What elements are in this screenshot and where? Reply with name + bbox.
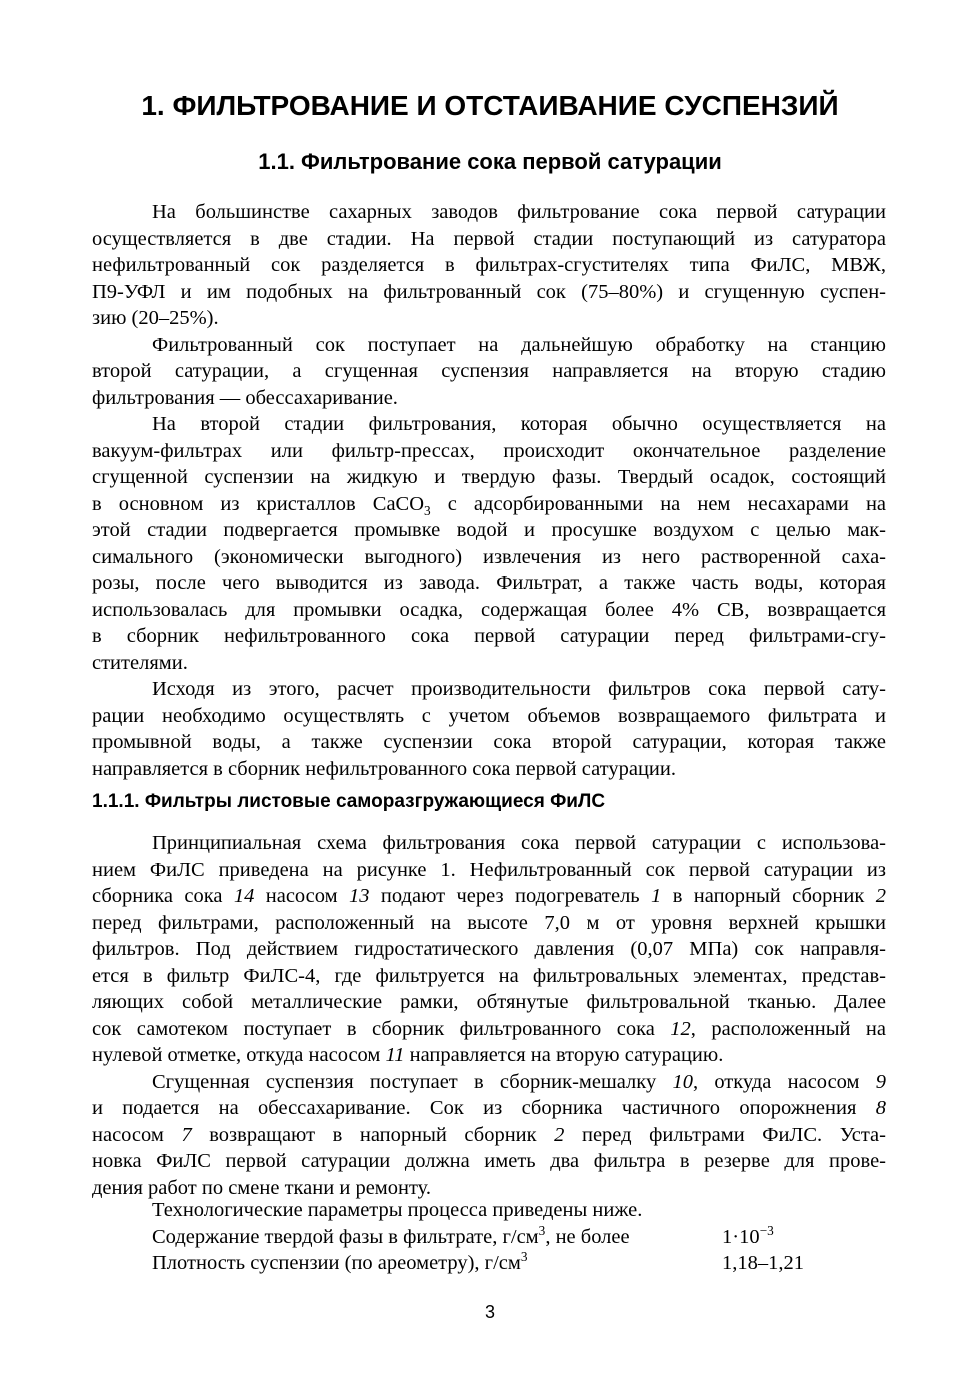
text-run: в сборник нефильтрованного сока первой сатурации перед фильтрами-сгу- xyxy=(92,625,886,647)
text-run: с адсорбированными на нем несахарами на xyxy=(430,492,887,515)
figure-ref-number: 2 xyxy=(875,885,886,907)
text-line xyxy=(92,1042,886,1069)
text-line xyxy=(92,756,886,783)
figure-ref-number: 14 xyxy=(233,885,255,907)
figure-ref-number: 12 xyxy=(670,1017,691,1040)
figure-ref-number: 8 xyxy=(875,1097,886,1119)
text-line xyxy=(92,1069,886,1096)
text-line xyxy=(92,857,886,884)
param-row xyxy=(152,1250,804,1277)
figure-ref-number: 7 xyxy=(181,1123,192,1146)
text-run: использовалась для промывки осадка, содержащая более 4% СВ, возвращается xyxy=(92,598,886,621)
text-line xyxy=(92,464,886,491)
param-name xyxy=(152,1224,722,1251)
param-value-text: 1,18–1,21 xyxy=(722,1252,804,1274)
text-line xyxy=(92,411,886,438)
text-run: ляющих собой металлические рамки, обтянутые фильтровальной тканью. Далее xyxy=(92,991,886,1013)
text-run: подают через подогреватель xyxy=(369,885,652,907)
text-run: Исходя из этого, расчет производительности фильтров сока первой сату- xyxy=(152,678,886,700)
text-run: Принципиальная схема фильтрования сока первой сатурации с использова- xyxy=(152,832,886,854)
text-run: сборника сока xyxy=(92,885,234,907)
section-title: 1.1. Фильтрование сока первой сатурации xyxy=(258,149,722,174)
text-line xyxy=(92,517,886,544)
text-line xyxy=(92,332,886,359)
text-line xyxy=(92,199,886,226)
text-run: направляется в сборник нефильтрованного сока первой сатурации. xyxy=(92,757,676,780)
text-run: насосом xyxy=(92,1123,182,1146)
text-run: насосом xyxy=(254,885,350,907)
text-run: новка ФиЛС первой сатурации должна иметь два фильтра в резерве для прове- xyxy=(92,1150,886,1172)
text-line xyxy=(92,279,886,306)
text-run: нием ФиЛС приведена на рисунке 1. Нефильтрованный сок первой сатурации из xyxy=(92,858,886,881)
text-line xyxy=(92,544,886,571)
text-run: вакуум-фильтрах или фильтр-прессах, происходит окончательное разделение xyxy=(92,439,886,462)
text-run: нулевой отметке, откуда насосом xyxy=(92,1044,386,1066)
figure-ref-number: 10 xyxy=(672,1070,693,1093)
figure-ref-number: 2 xyxy=(554,1123,565,1146)
param-unit-sup: 3 xyxy=(520,1249,528,1265)
text-run: зию (20–25%). xyxy=(92,307,219,329)
text-run: возвращают в напорный сборник xyxy=(191,1123,555,1146)
text-run: стителями. xyxy=(92,651,188,674)
text-line xyxy=(92,650,886,677)
text-line xyxy=(92,703,886,730)
text-run: фильтрования — обессахаривание. xyxy=(92,386,398,409)
param-name-tail: , не более xyxy=(545,1225,630,1248)
param-value xyxy=(722,1250,804,1277)
body-text-section-1 xyxy=(92,199,886,782)
param-name-text: Плотность суспензии (по ареометру), г/см xyxy=(152,1252,521,1274)
text-run: нефильтрованный сок разделяется в фильтрах-сгустителях типа ФиЛС, МВЖ, xyxy=(92,254,886,276)
subscript: 3 xyxy=(424,502,431,518)
params-intro xyxy=(152,1197,804,1224)
text-line xyxy=(92,1148,886,1175)
text-run: рации необходимо осуществлять с учетом объемов возвращаемого фильтрата и xyxy=(92,704,886,727)
text-run: в напорный сборник xyxy=(661,885,876,907)
param-value xyxy=(722,1224,774,1251)
body-text-section-2 xyxy=(92,830,886,1201)
text-run: в основном из кристаллов CaCO xyxy=(92,492,425,515)
params-intro-text: Технологические параметры процесса приведены ниже. xyxy=(152,1199,643,1221)
param-row xyxy=(152,1224,804,1251)
text-run: , откуда насосом xyxy=(692,1070,876,1093)
param-unit-sup: 3 xyxy=(538,1222,546,1238)
text-run: сгущенной суспензии на жидкую и твердую фазы. Твердый осадок, состоящий xyxy=(92,466,886,488)
text-run: перед фильтрами, расположенный на высоте 7,0 м от уровня верхней крышки xyxy=(92,911,886,934)
text-run: Сгущенная суспензия поступает в сборник-мешалку xyxy=(152,1070,673,1093)
text-run: На второй стадии фильтрования, которая обычно осуществляется на xyxy=(152,413,886,435)
chapter-title: 1. ФИЛЬТРОВАНИЕ И ОТСТАИВАНИЕ СУСПЕНЗИЙ xyxy=(141,90,839,121)
figure-ref-number: 13 xyxy=(349,885,370,907)
text-line xyxy=(92,597,886,624)
text-line xyxy=(92,623,886,650)
text-line xyxy=(92,385,886,412)
text-line xyxy=(92,438,886,465)
param-name xyxy=(152,1250,722,1277)
figure-ref-number: 9 xyxy=(875,1070,886,1093)
text-line xyxy=(92,226,886,253)
text-line xyxy=(92,989,886,1016)
text-line xyxy=(92,936,886,963)
text-line xyxy=(92,963,886,990)
text-run: этой стадии подвергается промывке водой и просушке воздухом с целью мак- xyxy=(92,519,886,541)
text-run: и подается на обессахаривание. Сок из сборника частичного опорожнения xyxy=(92,1097,876,1119)
text-line xyxy=(92,305,886,332)
text-line xyxy=(92,830,886,857)
process-parameters xyxy=(152,1197,804,1277)
text-run: второй сатурации, а сгущенная суспензия направляется на вторую стадию xyxy=(92,360,886,382)
text-run: перед фильтрами ФиЛС. Уста- xyxy=(564,1123,886,1146)
text-run: Фильтрованный сок поступает на дальнейшую обработку на станцию xyxy=(152,333,886,356)
text-line xyxy=(92,1016,886,1043)
text-line xyxy=(92,570,886,597)
page-number: 3 xyxy=(484,1302,495,1322)
text-line xyxy=(92,910,886,937)
text-run: розы, после чего выводится из завода. Фильтрат, а также часть воды, которая xyxy=(92,572,886,594)
text-line xyxy=(92,1095,886,1122)
text-run: На большинстве сахарных заводов фильтрование сока первой сатурации xyxy=(152,201,886,223)
figure-ref-number: 1 xyxy=(651,885,662,907)
text-run: осуществляется в две стадии. На первой стадии поступающий из сатуратора xyxy=(92,227,886,250)
text-line xyxy=(92,252,886,279)
text-line xyxy=(92,358,886,385)
text-run: П9-УФЛ и им подобных на фильтрованный сок (75–80%) и сгущенную суспен- xyxy=(92,280,886,303)
text-run: , расположенный на xyxy=(690,1017,886,1040)
text-run: ется в фильтр ФиЛС-4, где фильтруется на фильтровальных элементах, представ- xyxy=(92,964,886,987)
text-line xyxy=(92,729,886,756)
text-run: направляется на вторую сатурацию. xyxy=(404,1044,724,1066)
text-line xyxy=(92,491,886,518)
text-line xyxy=(92,883,886,910)
text-run: симального (экономически выгодного) извлечения из него растворенной саха- xyxy=(92,545,886,568)
param-name-text: Содержание твердой фазы в фильтрате, г/см xyxy=(152,1225,539,1248)
param-value-text: 1·10 xyxy=(722,1225,760,1248)
text-run: фильтров. Под действием гидростатического давления (0,07 МПа) сок направля- xyxy=(92,938,886,960)
figure-ref-number: 11 xyxy=(385,1044,405,1066)
subsection-title: 1.1.1. Фильтры листовые саморазгружающиеся ФиЛС xyxy=(92,791,606,812)
text-line xyxy=(92,676,886,703)
text-run: дения работ по смене ткани и ремонту. xyxy=(92,1176,432,1199)
text-line xyxy=(92,1122,886,1149)
text-run: промывной воды, а также суспензии сока второй сатурации, которая также xyxy=(92,731,886,753)
param-value-sup: −3 xyxy=(759,1222,774,1238)
text-run: сок самотеком поступает в сборник фильтрованного сока xyxy=(92,1017,671,1040)
